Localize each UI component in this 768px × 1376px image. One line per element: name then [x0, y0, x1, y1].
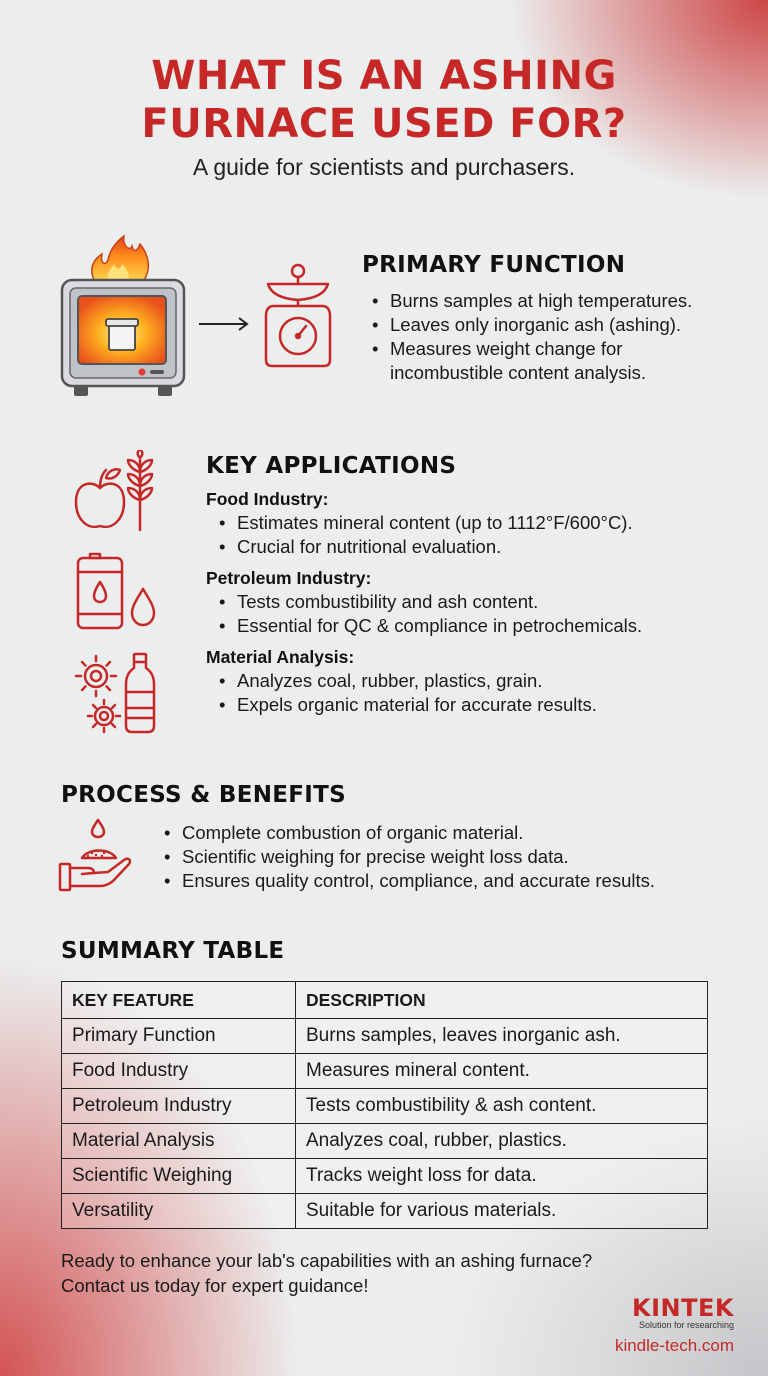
apple-icon: [72, 452, 128, 537]
brand-logo: KINTEK: [632, 1294, 734, 1322]
droplet-icon: [128, 586, 158, 633]
hand-powder-icon: [58, 818, 140, 899]
table-cell-description: Burns samples, leaves inorganic ash.: [296, 1019, 708, 1054]
list-item: • Essential for QC & compliance in petrochemicals.: [219, 614, 642, 638]
petroleum-industry-title: Petroleum Industry:: [206, 568, 372, 588]
wheat-icon: [122, 450, 158, 537]
material-analysis-title: Material Analysis:: [206, 647, 355, 667]
table-cell-description: Suitable for various materials.: [296, 1194, 708, 1229]
summary-table-heading: SUMMARY TABLE: [61, 938, 285, 964]
process-benefits-list: [164, 821, 655, 893]
list-item: • Leaves only inorganic ash (ashing).: [372, 313, 692, 337]
brand-block: [615, 1294, 734, 1356]
table-cell-feature: Material Analysis: [62, 1124, 296, 1159]
cta-line2: Contact us today for expert guidance!: [61, 1275, 369, 1296]
page-subtitle: A guide for scientists and purchasers.: [192, 154, 576, 180]
petroleum-industry-list: [219, 590, 642, 638]
flame-icon: [92, 236, 148, 280]
table-cell-feature: Versatility: [62, 1194, 296, 1229]
cta-line1: Ready to enhance your lab's capabilities with an ashing furnace?: [61, 1250, 593, 1271]
food-industry-title: Food Industry:: [206, 489, 329, 509]
list-item: • Analyzes coal, rubber, plastics, grain.: [219, 669, 597, 693]
table-cell-description: Measures mineral content.: [296, 1054, 708, 1089]
list-item: • Tests combustibility and ash content.: [219, 590, 642, 614]
primary-function-heading: PRIMARY FUNCTION: [362, 252, 626, 278]
list-item: • Crucial for nutritional evaluation.: [219, 535, 633, 559]
arrow-right-icon: [197, 314, 251, 339]
bottle-icon: [122, 652, 158, 739]
list-item: • Measures weight change for: [372, 337, 692, 361]
furnace-icon: [58, 214, 188, 405]
page-title: [0, 52, 768, 148]
scale-icon: [262, 262, 334, 375]
list-item: • Ensures quality control, compliance, and accurate results.: [164, 869, 655, 893]
table-row: [62, 1089, 708, 1124]
table-cell-feature: Primary Function: [62, 1019, 296, 1054]
table-row: [62, 1124, 708, 1159]
column-header-description: DESCRIPTION: [296, 982, 708, 1019]
summary-table: [61, 981, 708, 1229]
call-to-action: [61, 1248, 592, 1298]
table-cell-feature: Food Industry: [62, 1054, 296, 1089]
list-item: • Scientific weighing for precise weight loss data.: [164, 845, 655, 869]
column-header-key-feature: KEY FEATURE: [62, 982, 296, 1019]
page-title-line2: FURNACE USED FOR?: [141, 101, 627, 147]
list-item-continuation: incombustible content analysis.: [390, 362, 647, 383]
table-header-row: [62, 982, 708, 1019]
page-title-line1: WHAT IS AN ASHING: [151, 53, 617, 99]
table-cell-description: Tracks weight loss for data.: [296, 1159, 708, 1194]
gears-icon: [72, 650, 128, 739]
process-benefits-heading: PROCESS & BENEFITS: [61, 782, 347, 808]
table-cell-feature: Scientific Weighing: [62, 1159, 296, 1194]
table-cell-description: Tests combustibility & ash content.: [296, 1089, 708, 1124]
primary-function-list: [372, 289, 692, 385]
food-industry-list: [219, 511, 633, 559]
material-analysis-list: [219, 669, 597, 717]
oil-barrel-icon: [72, 552, 128, 637]
brand-tagline: Solution for researching: [638, 1320, 734, 1330]
table-cell-feature: Petroleum Industry: [62, 1089, 296, 1124]
list-item: • Estimates mineral content (up to 1112°F/600°C).: [219, 511, 633, 535]
table-row: [62, 1054, 708, 1089]
list-item: • Complete combustion of organic material.: [164, 821, 655, 845]
list-item: • Burns samples at high temperatures.: [372, 289, 692, 313]
table-row: [62, 1194, 708, 1229]
table-cell-description: Analyzes coal, rubber, plastics.: [296, 1124, 708, 1159]
list-item: • Expels organic material for accurate results.: [219, 693, 597, 717]
table-row: [62, 1159, 708, 1194]
key-applications-heading: KEY APPLICATIONS: [206, 453, 457, 479]
brand-website-link[interactable]: kindle-tech.com: [614, 1336, 734, 1355]
table-row: [62, 1019, 708, 1054]
